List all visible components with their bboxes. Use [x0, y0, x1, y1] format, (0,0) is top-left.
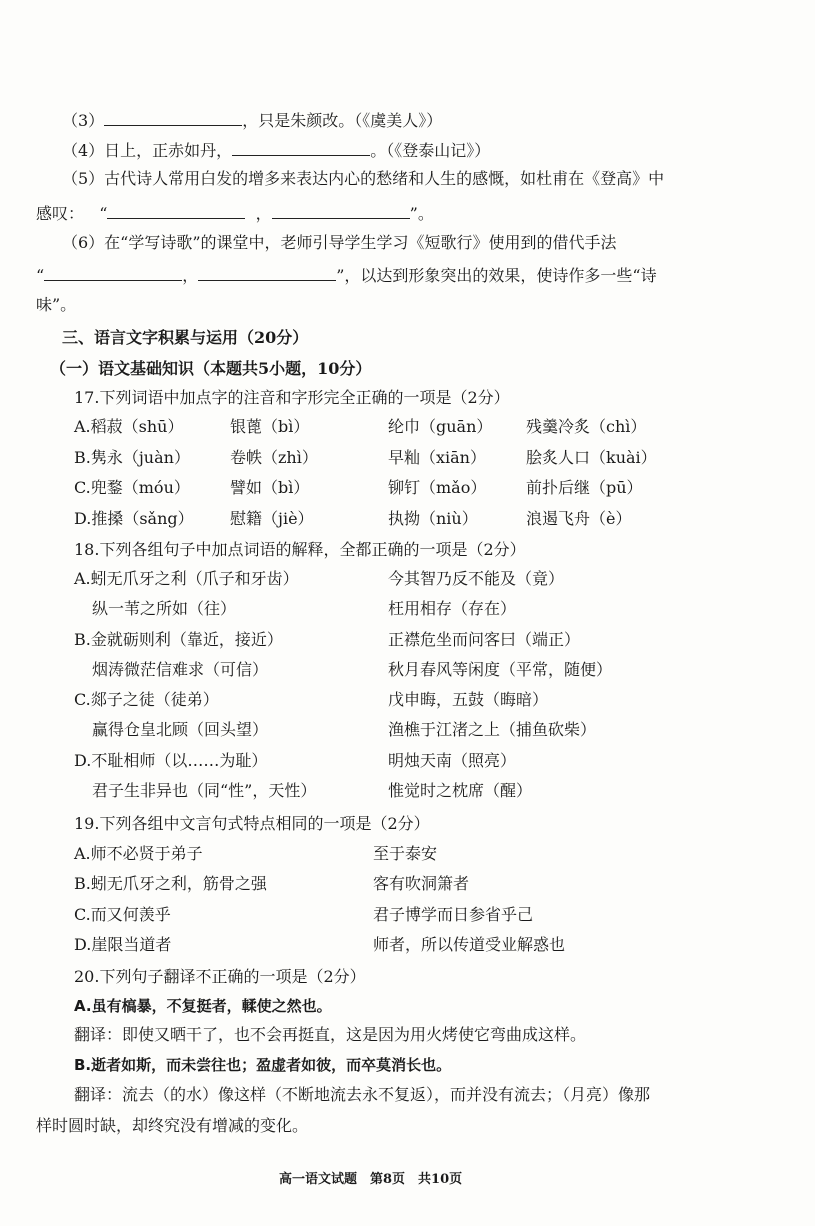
q18-left: 君子生非异也（同“性”，天性）: [92, 781, 317, 800]
q18-right: 今其智乃反不能及（竟）: [388, 569, 565, 588]
q17-b-4: 脍炙人口（kuài）: [526, 448, 657, 467]
q17-a-1: A.稻菽（shū）: [74, 417, 184, 436]
q6-line3: 味”。: [36, 295, 77, 314]
q17-b-1: B.隽永（juàn）: [74, 448, 190, 467]
q17-c-3: 铆钉（mǎo）: [388, 478, 487, 497]
q3-text: ，只是朱颜改。（《虞美人》）: [242, 111, 443, 130]
q18-right: 戊申晦，五鼓（晦暗）: [388, 690, 549, 709]
q18-left: 赢得仓皇北顾（回头望）: [92, 720, 269, 739]
q19-left: C.而又何羡乎: [74, 905, 171, 924]
q18-left: A.蚓无爪牙之利（爪子和牙齿）: [74, 569, 299, 588]
q19-left: A.师不必贤于弟子: [74, 844, 203, 863]
q18-left: 纵一苇之所如（往）: [92, 599, 237, 618]
q17-a-3: 纶巾（guān）: [388, 417, 493, 436]
q20-option-b-translation-2: 样时圆时缺，却终究没有增减的变化。: [36, 1116, 309, 1135]
q18-right: 正襟危坐而问客曰（端正）: [388, 630, 581, 649]
q3-line: [62, 109, 442, 131]
q4-text2: 。（《登泰山记》）: [370, 141, 491, 160]
q17-d-1: D.推搡（sǎng）: [74, 509, 194, 528]
q18-left: C.郯子之徒（徒弟）: [74, 690, 219, 709]
q5-close-quote: ”。: [409, 204, 434, 223]
q18-stem: 18.下列各组句子中加点词语的解释，全都正确的一项是（2分）: [74, 540, 526, 559]
q3-blank[interactable]: [104, 109, 242, 126]
section3-title: 三、语言文字积累与运用（20分）: [62, 328, 309, 347]
q5-blank-2[interactable]: [272, 202, 410, 219]
q18-right: 枉用相存（存在）: [388, 599, 517, 618]
q6-line1: （6）在“学写诗歌”的课堂中，老师引导学生学习《短歌行》使用到的借代手法: [62, 233, 617, 252]
q4-line: [62, 139, 490, 161]
q5-comma: ，: [255, 204, 272, 223]
q6-close-quote: ”，以达到形象突出的效果，使诗作多一些“诗: [336, 266, 657, 285]
q6-blank-1[interactable]: [44, 264, 182, 281]
q18-left: D.不耻相师（以……为耻）: [74, 751, 268, 770]
q18-left: 烟涛微茫信难求（可信）: [92, 660, 269, 679]
q17-a-4: 残羹冷炙（chì）: [526, 417, 647, 436]
q18-left: B.金就砺则利（靠近，接近）: [74, 630, 283, 649]
q17-d-4: 浪遏飞舟（è）: [526, 509, 632, 528]
q19-stem: 19.下列各组中文言句式特点相同的一项是（2分）: [74, 814, 430, 833]
q5-open-quote: “: [99, 204, 108, 223]
q20-stem: 20.下列句子翻译不正确的一项是（2分）: [74, 967, 366, 986]
q17-stem: 17.下列词语中加点字的注音和字形完全正确的一项是（2分）: [74, 388, 510, 407]
q5-line1: （5）古代诗人常用白发的增多来表达内心的愁绪和人生的感慨，如杜甫在《登高》中: [62, 169, 665, 188]
q17-a-2: 银蓖（bì）: [230, 417, 310, 436]
q5-line2: [36, 202, 434, 224]
q6-open-quote: “: [36, 266, 45, 285]
q5-blank-1[interactable]: [107, 202, 245, 219]
q17-c-1: C.兜鍪（móu）: [74, 478, 190, 497]
q17-b-2: 卷帙（zhì）: [230, 448, 318, 467]
q18-right: 渔樵于江渚之上（捕鱼砍柴）: [388, 720, 597, 739]
q4-text1: （4）日上，正赤如丹，: [62, 141, 233, 160]
q19-left: D.崖限当道者: [74, 935, 172, 954]
q20-option-b-translation-1: 翻译：流去（的水）像这样（不断地流去永不复返），而并没有流去；（月亮）像那: [74, 1085, 651, 1104]
q19-right: 师者，所以传道受业解惑也: [373, 935, 566, 954]
q3-number: （3）: [62, 111, 105, 130]
q18-right: 明烛天南（照亮）: [388, 751, 517, 770]
page-footer: 高一语文试题 第8页 共10页: [279, 1172, 463, 1187]
q17-c-4: 前扑后继（pū）: [526, 478, 643, 497]
q17-d-2: 慰籍（jiè）: [230, 509, 314, 528]
q19-right: 至于泰安: [373, 844, 438, 863]
q20-option-a[interactable]: A.虽有槁暴，不复挺者，輮使之然也。: [74, 997, 332, 1015]
q17-c-2: 譬如（bì）: [230, 478, 310, 497]
q18-right: 秋月春风等闲度（平常，随便）: [388, 660, 613, 679]
q18-right: 惟觉时之枕席（醒）: [388, 781, 533, 800]
q5-lead: 感叹：: [36, 204, 85, 223]
q20-option-a-translation: 翻译：即使又晒干了，也不会再挺直，这是因为用火烤使它弯曲成这样。: [74, 1025, 587, 1044]
q17-b-3: 早籼（xiān）: [388, 448, 486, 467]
q17-d-3: 执拗（niù）: [388, 509, 478, 528]
q19-right: 君子博学而日参省乎己: [373, 905, 534, 924]
q6-comma: ，: [182, 266, 199, 285]
q20-option-b[interactable]: B.逝者如斯，而未尝往也；盈虚者如彼，而卒莫消长也。: [74, 1056, 452, 1074]
q19-right: 客有吹洞箫者: [373, 874, 470, 893]
section3-subtitle: （一）语文基础知识（本题共5小题，10分）: [50, 359, 372, 378]
q6-blank-2[interactable]: [198, 264, 336, 281]
q19-left: B.蚓无爪牙之利，筋骨之强: [74, 874, 267, 893]
q6-line2: [36, 264, 657, 286]
q4-blank[interactable]: [232, 139, 370, 156]
